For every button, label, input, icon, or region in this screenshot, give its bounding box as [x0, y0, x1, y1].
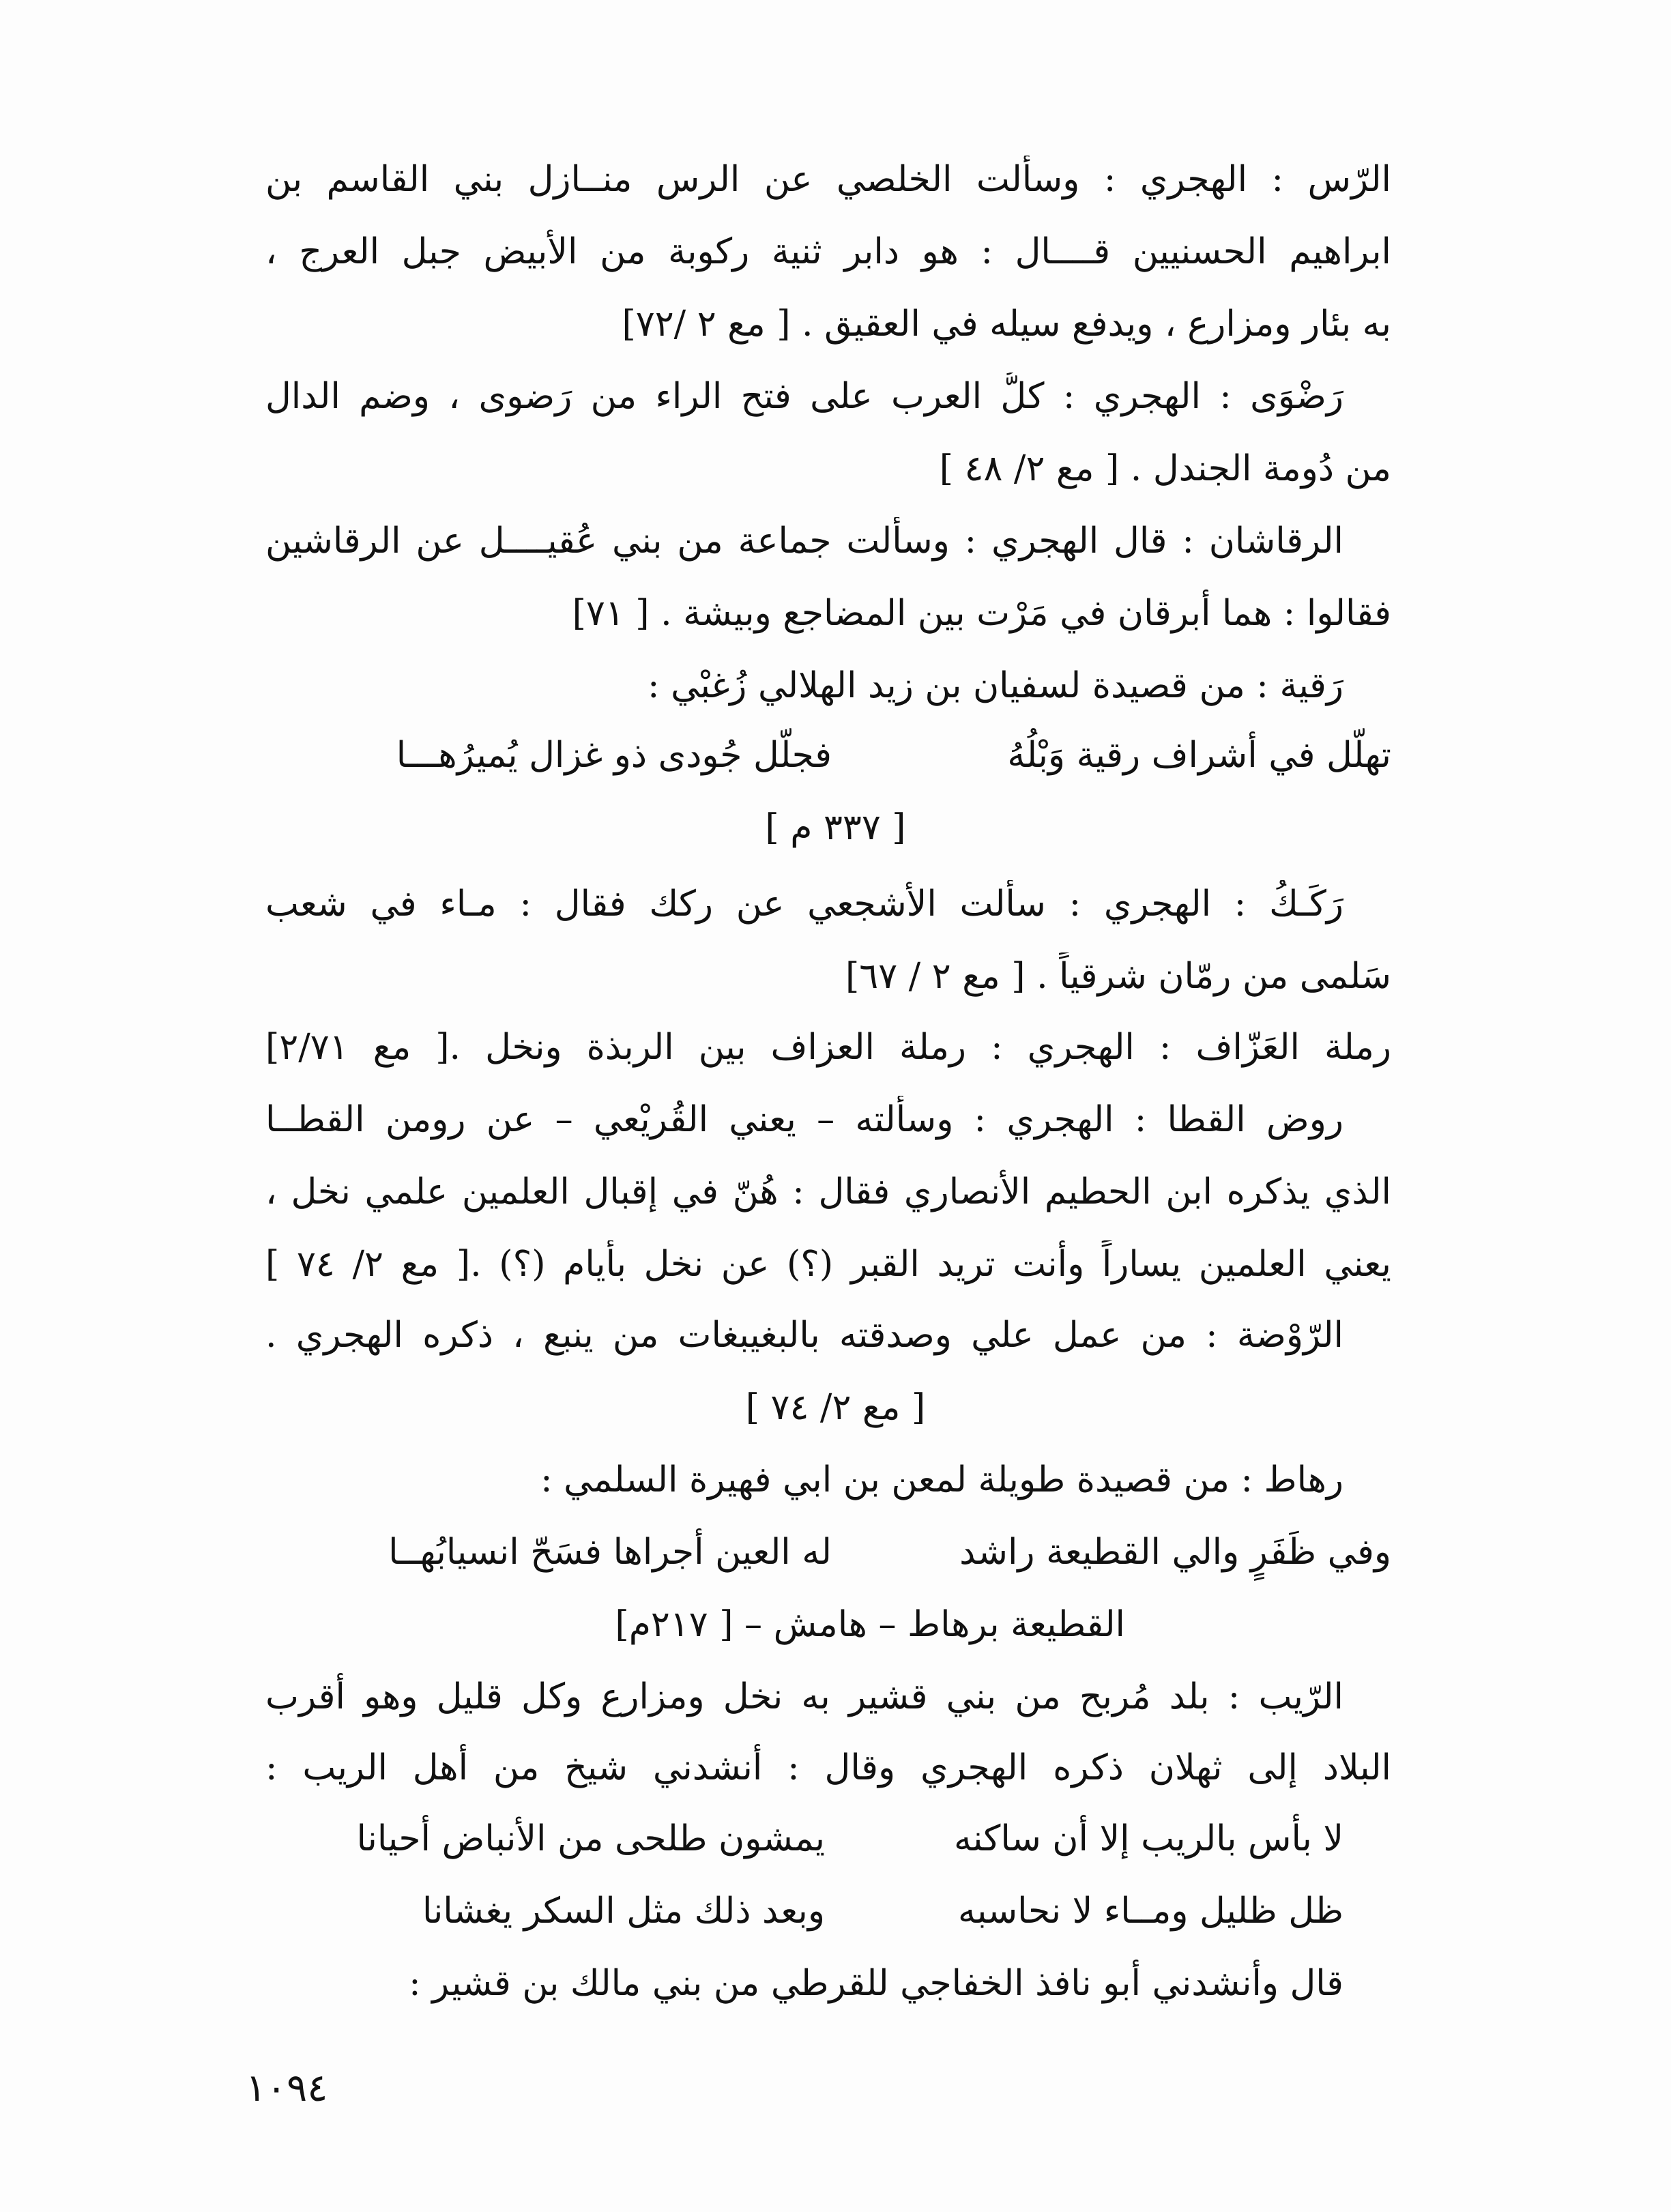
text-line: فقالوا : هما أبرقان في مَرْت بين المضاجع وبيشة . [ ٧١]: [572, 593, 1391, 634]
text-line: البلاد إلى ثهلان ذكره الهجري وقال : أنشدني شيخ من أهل الريب :: [265, 1747, 1391, 1788]
text-line: الذي يذكره ابن الحطيم الأنصاري فقال : هُنّ في إقبال العلمين علمي نخل ،: [265, 1172, 1391, 1212]
text-line: به بئار ومزارع ، ويدفع سيله في العقيق . [ مع ٢ /٧٢]: [622, 304, 1391, 345]
text-line: ابراهيم الحسنيين قــــال : هو دابر ثنية ركوبة من الأبيض جبل العرج ،: [265, 231, 1391, 272]
verse-first-hemistich: لا بأس بالريب إلا أن ساكنه: [954, 1818, 1343, 1859]
text-line: يعني العلمين يساراً وأنت تريد القبر (؟) عن نخل بأيام (؟) .[ مع ٢/ ٧٤ ]: [265, 1244, 1391, 1285]
text-line: الرّيب : بلد مُربح من بني قشير به نخل ومزارع وكل قليل وهو أقرب: [265, 1676, 1343, 1717]
text-line: الرّس : الهجري : وسألت الخلصي عن الرس منــازل بني القاسم بن: [265, 159, 1391, 200]
verse-first-hemistich: وفي ظَفَرٍ والي القطيعة راشد: [959, 1532, 1391, 1573]
text-line: رملة العَزّاف : الهجري : رملة العزاف بين الربذة ونخل .[ مع ٢/٧١]: [265, 1027, 1391, 1068]
text-line: روض القطا : الهجري : وسألته – يعني القُريْعي – عن رومن القطــا: [265, 1099, 1343, 1140]
text-line: الرّوْضة : من عمل علي وصدقته بالبغيبغات من ينبع ، ذكره الهجري .: [265, 1315, 1343, 1356]
verse-second-hemistich: يمشون طلحى من الأنباض أحيانا: [356, 1818, 825, 1859]
text-line: [ ٣٣٧ م ]: [765, 807, 906, 848]
text-line: رَكَـكُ : الهجري : سألت الأشجعي عن ركك فقال : مـاء في شعب: [265, 884, 1343, 925]
text-line: القطيعة برهاط – هامش – [ ٢١٧م]: [615, 1604, 1125, 1645]
text-line: [ مع ٢/ ٧٤ ]: [745, 1387, 926, 1428]
text-line: قال وأنشدني أبو نافذ الخفاجي للقرطي من بني مالك بن قشير :: [409, 1963, 1343, 2004]
text-line: الرقاشان : قال الهجري : وسألت جماعة من بني عُقيــــل عن الرقاشين: [265, 521, 1343, 562]
verse-second-hemistich: له العين أجراها فسَحّ انسيابُهــا: [388, 1532, 832, 1573]
text-line: سَلمى من رمّان شرقياً . [ مع ٢ / ٦٧]: [845, 956, 1391, 997]
text-line: رهاط : من قصيدة طويلة لمعن بن ابي فهيرة السلمي :: [540, 1459, 1343, 1500]
verse-first-hemistich: تهلّل في أشراف رقية وَبْلُهُ: [1007, 735, 1391, 776]
verse-second-hemistich: وبعد ذلك مثل السكر يغشانا: [422, 1891, 825, 1932]
page-number: ١٠٩٤: [246, 2066, 328, 2110]
verse-first-hemistich: ظل ظليل ومــاء لا نحاسبه: [958, 1891, 1343, 1932]
text-line: من دُومة الجندل . [ مع ٢/ ٤٨ ]: [939, 448, 1391, 489]
text-line: رَقية : من قصيدة لسفيان بن زيد الهلالي زُغبْي :: [648, 665, 1343, 706]
verse-second-hemistich: فجلّل جُودى ذو غزال يُميرُهـــا: [396, 735, 832, 776]
text-line: رَضْوَى : الهجري : كلُّ العرب على فتح الراء من رَضوى ، وضم الدال: [265, 376, 1343, 417]
